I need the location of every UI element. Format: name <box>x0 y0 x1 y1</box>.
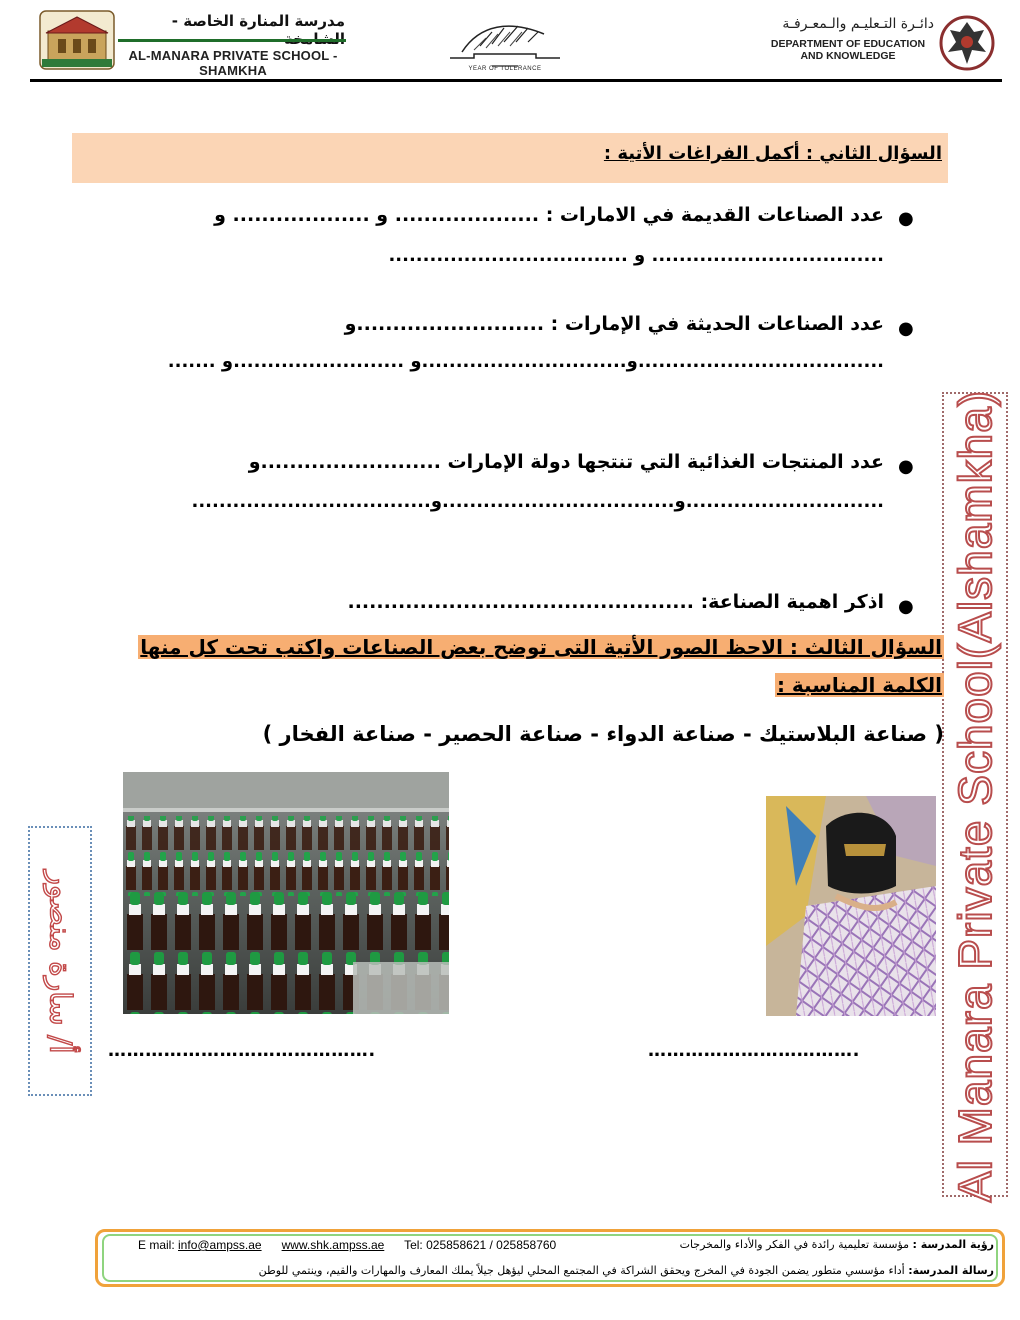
footer-mission-label: رسالة المدرسة: <box>908 1264 994 1277</box>
footer-email-link[interactable]: info@ampss.ae <box>178 1238 262 1252</box>
department-name-english <box>760 38 936 62</box>
mat-weaving-photo <box>766 796 936 1016</box>
word-bank: ( صناعة البلاستيك - صناعة الدواء - صناعة الحصير - صناعة الفخار ) <box>262 722 944 746</box>
page-header <box>0 0 1020 84</box>
question2-item2-line1: عدد الصناعات الحديثة في الإمارات : ..........................و <box>344 313 884 335</box>
year-of-tolerance-caption: YEAR OF TOLERANCE <box>468 66 542 72</box>
bullet-icon: ● <box>898 318 914 339</box>
footer-website-link[interactable]: www.shk.ampss.ae <box>281 1238 385 1252</box>
question2-item2-line2: ....................................و..............................و .........................و ....... <box>167 351 884 372</box>
question2-header <box>72 133 948 183</box>
header-rule <box>30 79 1002 82</box>
question2-title: السؤال الثاني : أكمل الفراغات الأتية : <box>603 143 942 164</box>
question2-item1-line2: .................................. و ................................... <box>388 245 884 266</box>
question2-item3-line2: .............................و..................................و................................... <box>191 491 884 512</box>
footer-tel: Tel: 025858621 / 025858760 <box>404 1238 557 1252</box>
school-name-english: AL-MANARA PRIVATE SCHOOL - SHAMKHA <box>128 48 338 78</box>
question3-title-text2: الكلمة المناسبة : <box>776 673 942 697</box>
bullet-icon: ● <box>898 456 914 477</box>
footer-email-label: E mail: <box>138 1238 179 1252</box>
school-name-divider <box>118 39 346 42</box>
bullet-icon: ● <box>898 596 914 617</box>
footer-vision-text: مؤسسة تعليمية رائدة في الفكر والأداء والمخرجات <box>679 1238 910 1251</box>
department-name-line2: AND KNOWLEDGE <box>800 50 896 62</box>
question2-item3-line1: عدد المنتجات الغذائية التي تنتجها دولة الإمارات .........................و <box>248 451 884 473</box>
footer-vision-label: رؤية المدرسة : <box>912 1238 994 1251</box>
answer-line-left[interactable]: ……………………………………. <box>108 1040 376 1061</box>
footer-mission-row <box>108 1264 994 1277</box>
question3-title-text1: السؤال الثالث : الاحظ الصور الأتية التى توضح بعض الصناعات واكتب تحت كل منها <box>140 635 942 659</box>
school-crest-logo <box>38 9 116 71</box>
school-watermark-text: Al Manara Private School(Alshamkha) <box>949 389 1001 1203</box>
footer <box>95 1229 1005 1287</box>
answer-line-right[interactable]: ……………………………. <box>648 1040 861 1061</box>
footer-contact <box>138 1238 556 1252</box>
question3-title-line2 <box>775 673 944 697</box>
department-name-line1: DEPARTMENT OF EDUCATION <box>770 38 926 50</box>
question2-item4-line1: اذكر اهمية الصناعة: ................................................ <box>347 591 884 613</box>
bullet-icon: ● <box>898 208 914 229</box>
department-name-arabic: دائـرة التـعليـم والـمعـرفـة <box>782 16 934 32</box>
pharmaceutical-bottles-photo <box>123 772 449 1014</box>
falcon-emblem-icon <box>938 12 996 74</box>
teacher-name: أ/ سارة منصور <box>42 870 78 1054</box>
question2-item1-line1: عدد الصناعات القديمة في الامارات : .................... و ................... و <box>214 204 884 226</box>
question3-title-line1 <box>108 635 944 670</box>
school-name-arabic: مدرسة المنارة الخاصة - <box>171 12 345 30</box>
footer-mission-text: أداء مؤسسي متطور يضمن الجودة في المخرج ويحقق الشراكة في المجتمع المحلي ليؤهل جيلاً يملك المعارف والمهارات والقيم، وينتمي للوطن <box>258 1264 905 1277</box>
